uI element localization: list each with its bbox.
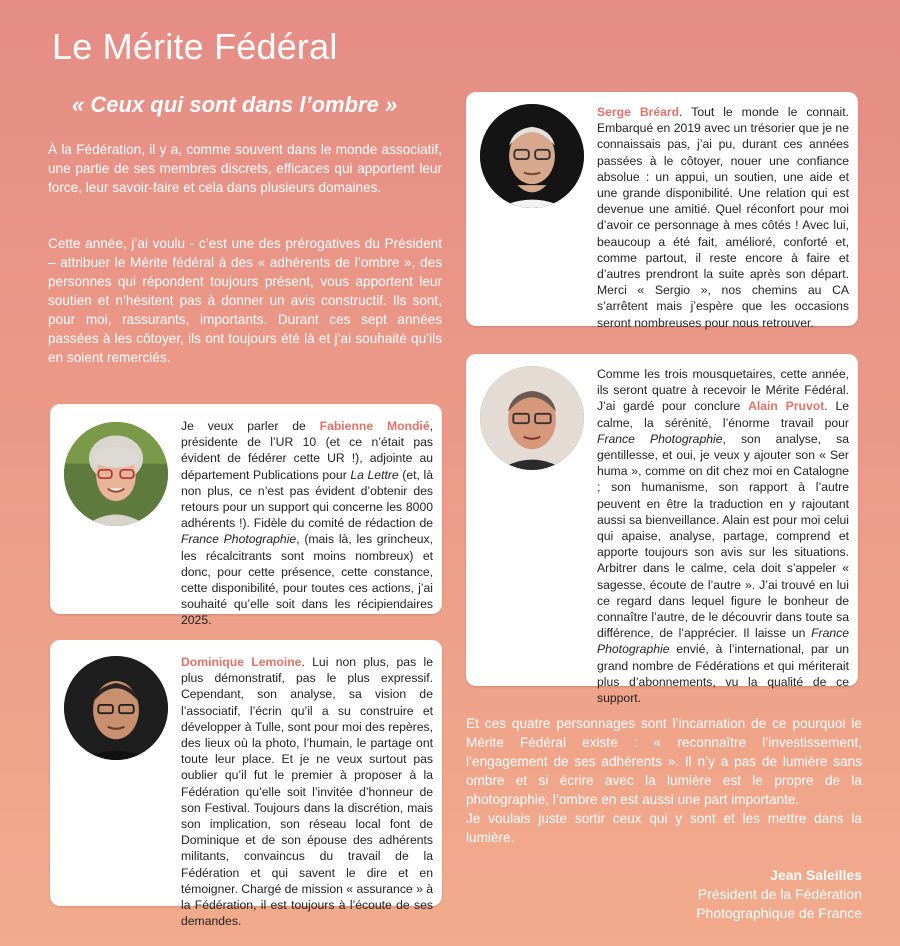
avatar-dominique [64,656,168,760]
card-serge-text: Serge Bréard. Tout le monde le connait. Embarqué en 2019 avec un trésorier que je ne connaissais pas, j’ai pu, durant ces années passées à le côtoyer, nouer une confiance absolue : un appui, un soutien, une aide et une grande disponibilité. Une relation qui est devenue une amitié. Quel réconfort pour moi d’avoir ce personnage à mes côtés ! Avec lui, beaucoup a été fait, amélioré, conforté et, comme partout, il reste encore à faire et d’autres prendront la suite après son départ. Merci « Sergio », nos chemins au CA s’arrêtent mais j’espère que les occasions seront nombreuses pour nous retrouver. [597,105,850,330]
signature-role-line-2: Photographique de France [696,905,862,921]
signature-role-line-1: Président de la Fédération [697,886,862,902]
name-fabienne: Fabienne Mondié [319,419,430,433]
page-subtitle: « Ceux qui sont dans l’ombre » [72,92,398,117]
signature [696,866,862,923]
card-fabienne [50,404,442,628]
avatar-alain [480,366,584,470]
name-serge: Serge Bréard [597,105,680,119]
portrait-photo [64,656,168,760]
intro-paragraph-1: À la Fédération, il y a, comme souvent dans le monde associatif, une partie de ses membres discrets, efficaces qui apportent leur force, leur savoir-faire et cela dans plusieurs domaines. [48,142,442,195]
avatar-serge [480,104,584,208]
closing-text-1: Et ces quatre personnages sont l’incarnation de ce pourquoi le Mérite Fédéral existe : « reconnaître l’investissement, l’engagement de ses adhérents ». Il n’y a pas de lumière sans ombre et si écrire avec la lumière est le propre de la photographie, l’ombre en est aussi une part importante. [466,716,862,807]
closing-text-2: Je voulais juste sortir ceux qui y sont et les mettre dans la lumière. [466,811,862,845]
card-alain-text: Comme les trois mousquetaires, cette année, ils seront quatre à recevoir le Mérite Fédéral. J’ai gardé pour conclure Alain Pruvot. Le calme, la sérénité, l’énorme travail pour France Photographie, son analyse, sa gentillesse, et oui, je veux y ajouter son « Ser huma », comme on dit chez moi en Catalogne ; son humanisme, son rapport à l’autre peuvent en être la traduction en y rajoutant aussi sa bienveillance. Alain est pour moi celui qui apaise, analyse, partage, comprend et apporte toujours son avis sur les situations. Arbitrer dans le calme, cela doit s’appeler « sagesse, écoute de l’autre ». J’ai trouvé en lui ce regard dans lequel figure le bonheur de connaître l’autre, de le découvrir dans toute sa différence, de l’apprécier. Il laisse un France Photographie envié, à l’international, par un grand nombre de Fédérations et qui mériterait plus d’abonnements, vu la qualité de ce support. [597,367,849,706]
signature-name: Jean Saleilles [770,867,862,883]
name-dominique: Dominique Lemoine [181,655,302,669]
portrait-photo [480,366,584,470]
name-alain: Alain Pruvot [748,399,825,414]
card-alain [466,354,858,706]
intro-paragraph-2: Cette année, j’ai voulu - c’est une des prérogatives du Président – attribuer le Mérite fédéral à des « adhérents de l’ombre », des personnes qui répondent toujours présent, vous apportent leur soutien et n’hésitent pas à donner un avis constructif. Ils sont, pour moi, rassurants, importants. Durant ces sept années passées à les côtoyer, ils ont toujours été là et j’ai souhaité qu’ils en soient remerciés. [48,236,442,365]
portrait-photo [64,422,168,526]
closing-paragraph [466,714,862,847]
card-dominique [50,640,442,929]
avatar-fabienne [64,422,168,526]
card-serge [466,92,858,330]
card-fabienne-text: Je veux parler de Fabienne Mondié, présidente de l’UR 10 (et ce n’était pas évident de fédérer cette UR !), adjointe au département Publications pour La Lettre (et, là non plus, ce n’est pas évident d’obtenir des retours pour un support qui concerne les 8000 adhérents !). Fidèle du comité de rédaction de France Photographie, (mais là, les grincheux, les récalcitrants sont moins nombreux) et donc, pour cette présence, cette constance, cette disponibilité, pour toutes ces actions, j’ai souhaité qu’elle soit dans les récipiendaires 2025. [181,419,434,628]
page-title: Le Mérite Fédéral [52,26,338,67]
portrait-photo [480,104,584,208]
card-dominique-text: Dominique Lemoine. Lui non plus, pas le plus démonstratif, pas le plus expressif. Cependant, son analyse, sa vision de l’associatif, l’écrin qu’il a su construire et développer à Tulle, sont pour moi des repères, des lieux où la photo, l’humain, le partage ont toute leur place. Et je ne veux surtout pas oublier qu’il fut le premier à proposer à la Fédération qu’elle soit l’invitée d’honneur de son Festival. Toujours dans la discrétion, mais son implication, son réseau local font de Dominique et de son épouse des adhérents militants, convaincus du travail de la Fédération et qui savent le dire et en témoigner. Chargé de mission « assurance » à la Fédération, il est toujours à l’écoute de ses demandes. [181,655,434,929]
